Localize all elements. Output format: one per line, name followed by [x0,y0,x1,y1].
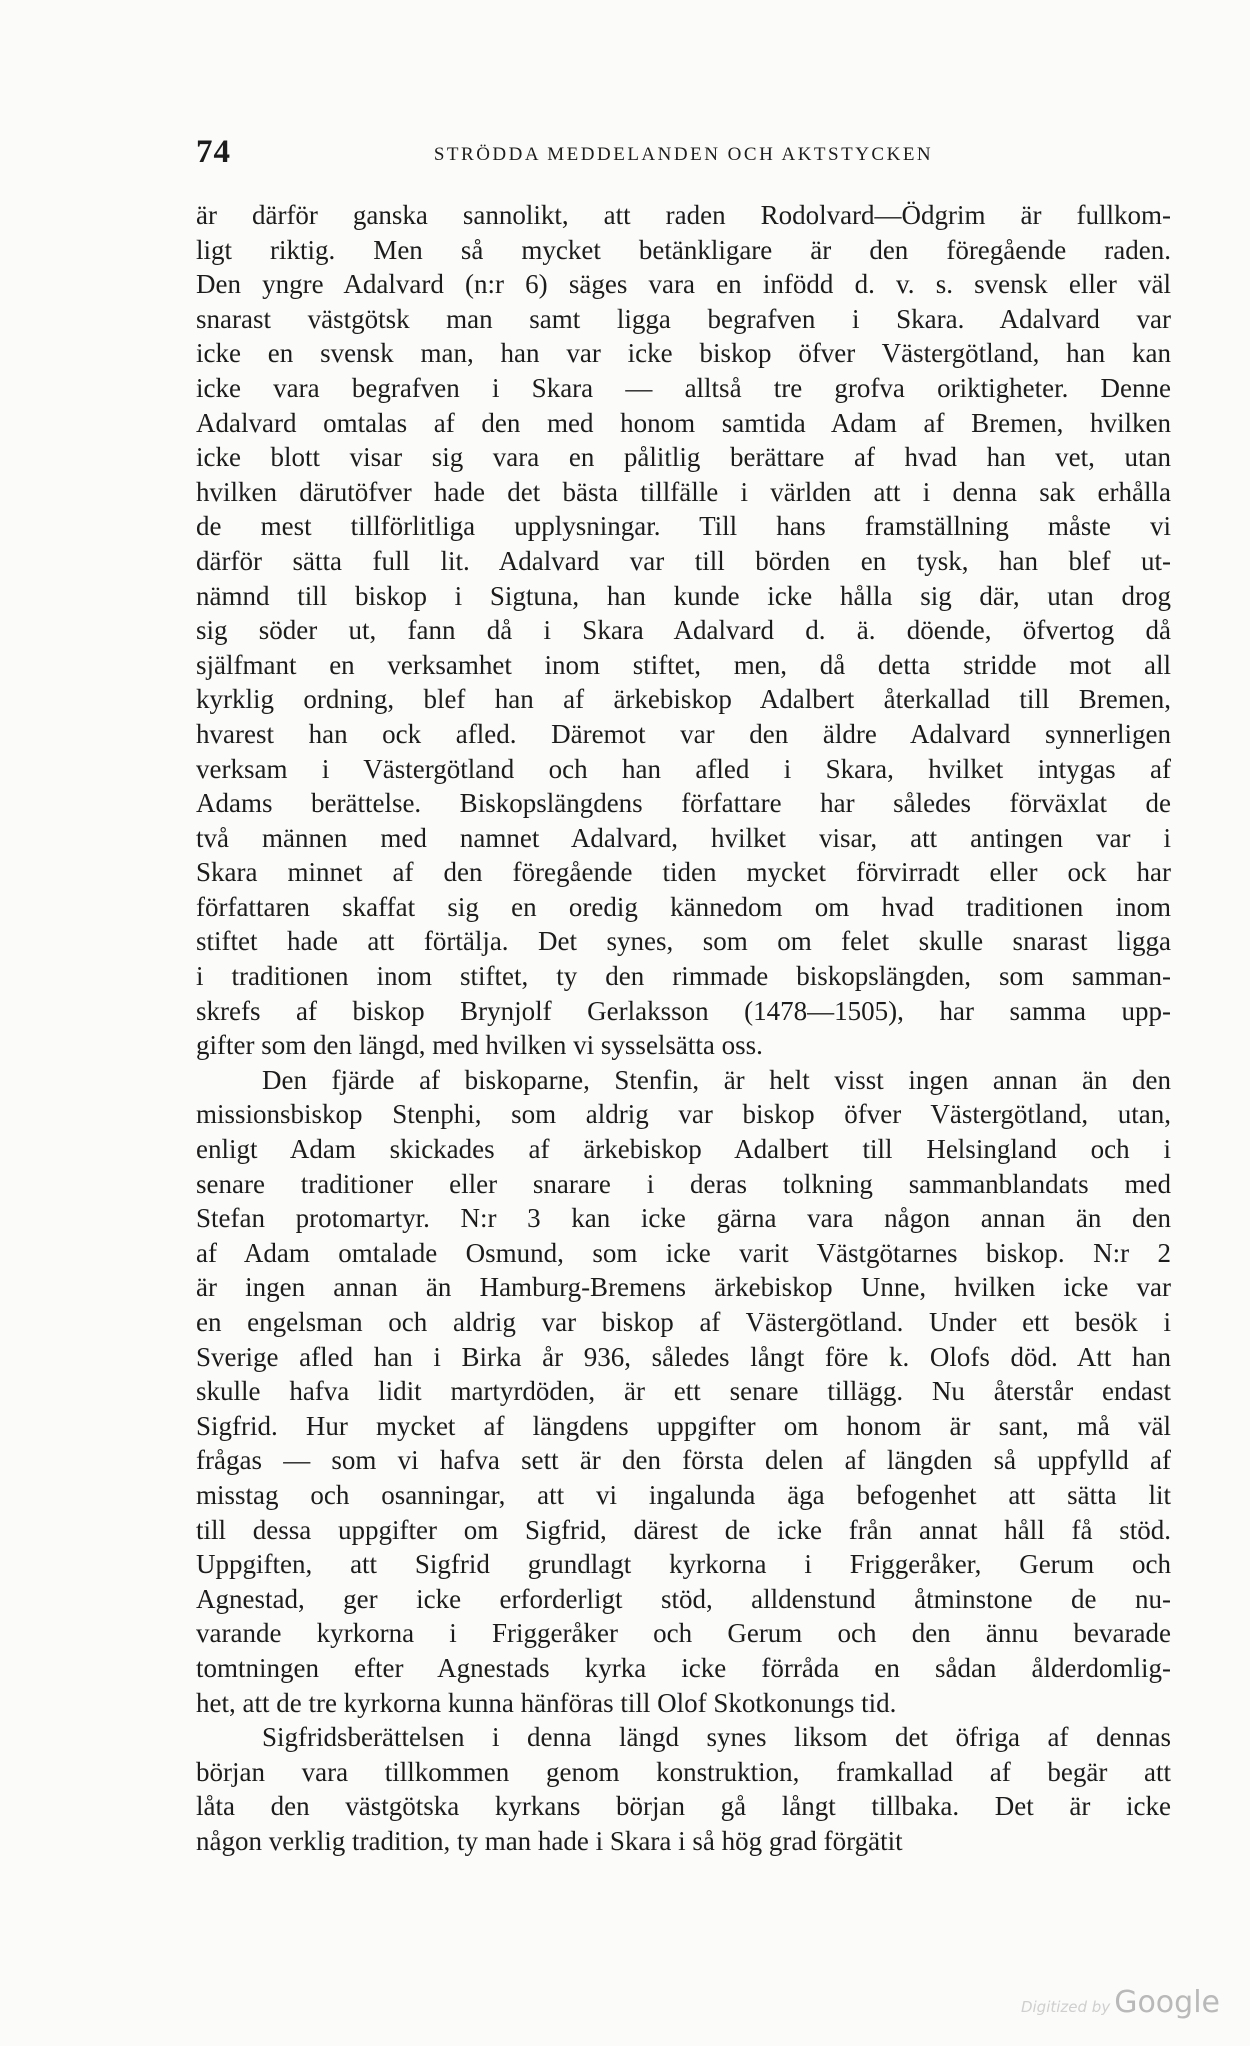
text-line: stiftet hade att förtälja. Det synes, som om felet skulle snarast ligga [196,926,1171,957]
text-line: kyrklig ordning, blef han af ärkebiskop Adalbert återkallad till Bremen, [196,684,1171,715]
text-line: gifter som den längd, med hvilken vi sysselsätta oss. [196,1030,763,1061]
text-line: varande kyrkorna i Friggeråker och Gerum och den ännu bevarade [196,1618,1171,1649]
text-line: ligt riktig. Men så mycket betänkligare är den föregående raden. [196,234,1171,265]
text-line: Stefan protomartyr. N:r 3 kan icke gärna vara någon annan än den [196,1203,1171,1234]
paragraph [196,198,1171,1063]
text-line: icke en svensk man, han var icke biskop öfver Västergötland, han kan [196,338,1171,369]
text-line: nämnd till biskop i Sigtuna, han kunde icke hålla sig där, utan drog [196,580,1171,611]
text-line: själfmant en verksamhet inom stiftet, men, då detta stridde mot all [196,649,1171,680]
text-line: en engelsman och aldrig var biskop af Västergötland. Under ett besök i [196,1307,1171,1337]
text-line: frågas — som vi hafva sett är den första delen af längden så uppfylld af [196,1445,1171,1476]
body-text [196,198,1171,1859]
text-line: snarast västgötsk man samt ligga begrafven i Skara. Adalvard var [196,303,1171,334]
text-line: icke blott visar sig vara en pålitlig berättare af hvad han vet, utan [196,442,1171,473]
text-line: misstag och osanningar, att vi ingalunda äga befogenhet att sätta lit [196,1479,1171,1510]
text-line: skulle hafva lidit martyrdöden, är ett senare tillägg. Nu återstår endast [196,1376,1171,1407]
text-line: enligt Adam skickades af ärkebiskop Adalbert till Helsingland och i [196,1134,1171,1165]
text-line: verksam i Västergötland och han afled i Skara, hvilket intygas af [196,753,1171,784]
text-line: Den yngre Adalvard (n:r 6) säges vara en infödd d. v. s. svensk eller väl [196,269,1171,300]
text-line: någon verklig tradition, ty man hade i Skara i så hög grad förgätit [196,1825,903,1856]
text-line: är ingen annan än Hamburg-Bremens ärkebiskop Unne, hvilken icke var [196,1272,1171,1303]
text-line: hvarest han ock afled. Däremot var den äldre Adalvard synnerligen [196,718,1171,749]
text-line: Den fjärde af biskoparne, Stenfin, är helt visst ingen annan än den [262,1064,1171,1095]
text-line: Skara minnet af den föregående tiden mycket förvirradt eller ock har [196,857,1171,888]
text-line: är därför ganska sannolikt, att raden Rodolvard—Ödgrim är fullkom- [196,200,1171,230]
text-line: därför sätta full lit. Adalvard var till börden en tysk, han blef ut- [196,545,1171,576]
text-line: sig söder ut, fann då i Skara Adalvard d. ä. döende, öfvertog då [196,615,1171,646]
text-line: de mest tillförlitliga upplysningar. Till hans framställning måste vi [196,511,1171,542]
running-head: STRÖDDA MEDDELANDEN OCH AKTSTYCKEN [433,144,934,165]
text-line: Adams berättelse. Biskopslängdens författare har således förväxlat de [196,788,1171,819]
text-line: början vara tillkommen genom konstruktion, framkallad af begär att [196,1756,1171,1787]
text-line: icke vara begrafven i Skara — alltså tre grofva oriktigheter. Denne [196,372,1171,403]
text-line: senare traditioner eller snarare i deras tolkning sammanblandats med [196,1168,1171,1199]
text-line: skrefs af biskop Brynjolf Gerlaksson (1478—1505), har samma upp- [196,995,1171,1026]
text-line: Uppgiften, att Sigfrid grundlagt kyrkorna i Friggeråker, Gerum och [196,1549,1171,1580]
text-line: Sverige afled han i Birka år 936, således långt före k. Olofs död. Att han [196,1341,1171,1372]
text-line: af Adam omtalade Osmund, som icke varit Västgötarnes biskop. N:r 2 [196,1237,1171,1268]
page-number: 74 [196,134,231,170]
paragraph [196,1720,1171,1858]
text-line: Sigfrid. Hur mycket af längdens uppgifter om honom är sant, må väl [196,1410,1171,1441]
text-line: två männen med namnet Adalvard, hvilket visar, att antingen var i [196,822,1171,853]
text-line: missionsbiskop Stenphi, som aldrig var biskop öfver Västergötland, utan, [196,1099,1171,1130]
text-line: het, att de tre kyrkorna kunna hänföras till Olof Skotkonungs tid. [196,1687,897,1718]
paragraph [196,1063,1171,1720]
text-line: Sigfridsberättelsen i denna längd synes liksom det öfriga af dennas [262,1722,1171,1753]
text-line: Agnestad, ger icke erforderligt stöd, alldenstund åtminstone de nu- [196,1583,1171,1614]
text-line: hvilken därutöfver hade det bästa tillfälle i världen att i denna sak erhålla [196,476,1171,507]
text-line: tomtningen efter Agnestads kyrka icke förråda en sådan ålderdomlig- [196,1652,1171,1683]
digitization-watermark [1000,1985,1220,2020]
page-header [196,134,1171,174]
watermark-prefix: Digitized by [1020,1998,1111,2016]
watermark-brand: Google [1114,1985,1220,2020]
text-line: till dessa uppgifter om Sigfrid, därest de icke från annat håll få stöd. [196,1514,1171,1545]
text-line: författaren skaffat sig en oredig kännedom om hvad traditionen inom [196,891,1171,922]
text-line: låta den västgötska kyrkans början gå långt tillbaka. Det är icke [196,1791,1171,1822]
text-line: Adalvard omtalas af den med honom samtida Adam af Bremen, hvilken [196,407,1171,438]
text-line: i traditionen inom stiftet, ty den rimmade biskopslängden, som samman- [196,961,1171,992]
